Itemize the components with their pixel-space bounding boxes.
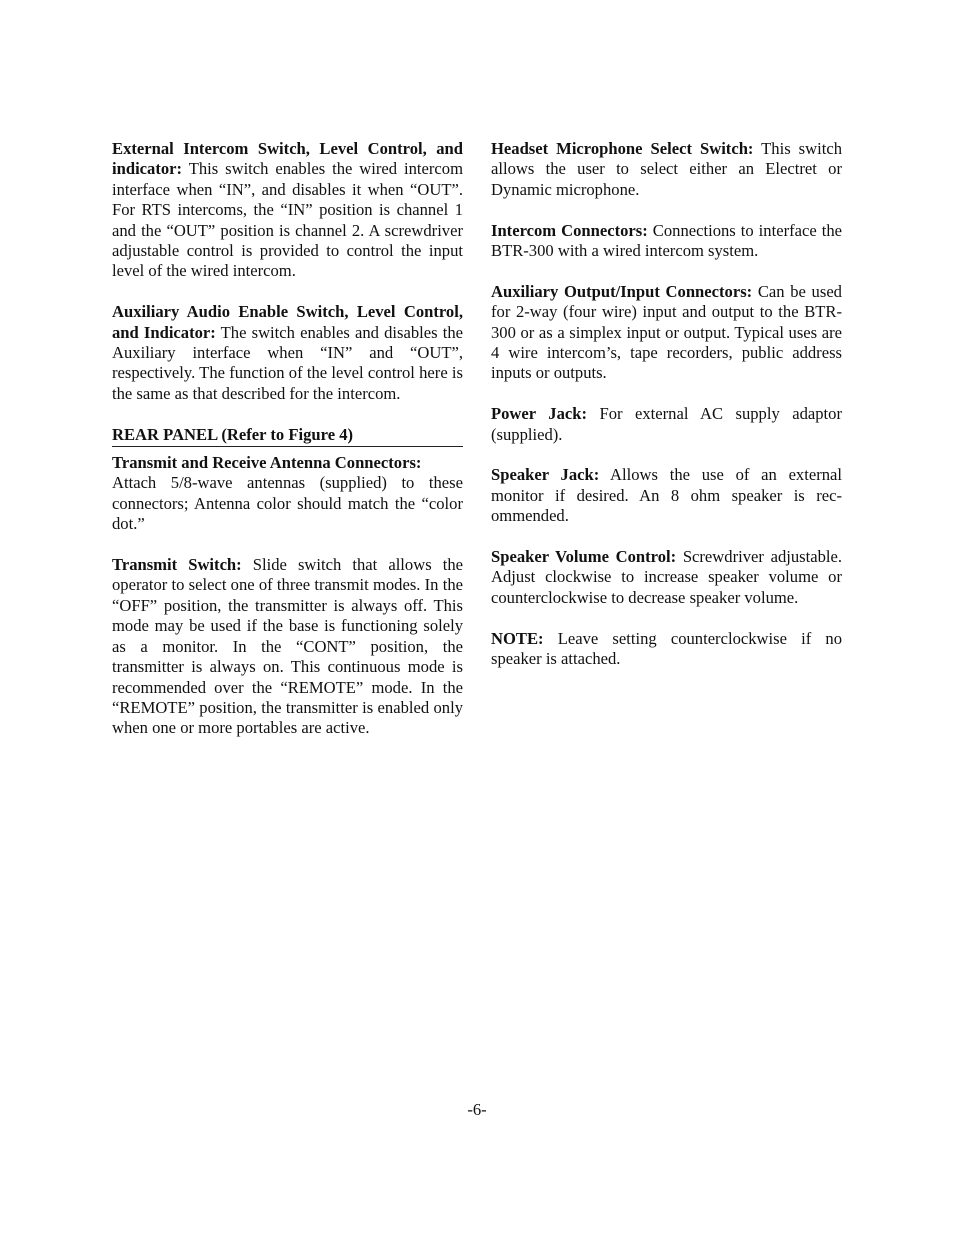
rear-panel-heading: REAR PANEL (Refer to Figure 4) (112, 425, 463, 447)
aux-connectors-paragraph (491, 282, 842, 384)
auxiliary-audio-title: Auxiliary Audio Enable Switch, Level Control, and Indicator: (112, 302, 463, 342)
left-column (112, 139, 463, 759)
speaker-volume-paragraph (491, 547, 842, 608)
external-intercom-paragraph (112, 139, 463, 282)
page-number: -6- (467, 1100, 487, 1119)
speaker-jack-paragraph (491, 465, 842, 526)
intercom-connectors-paragraph (491, 221, 842, 262)
aux-connectors-title: Auxiliary Output/Input Connectors: (491, 281, 753, 301)
speaker-jack-text: Allows the use of an external monitor if desired. An 8 ohm speaker is recommended. (491, 465, 842, 526)
auxiliary-audio-text: The switch enables and disables the Auxiliary interface when “IN” and “OUT”, respectively. The function of the level control here is the same as that described for the intercom. (112, 322, 463, 403)
note-text: Leave setting counterclockwise if no speaker is attached. (491, 628, 842, 669)
right-column (491, 139, 842, 690)
headset-mic-text: This switch allows the user to select either an Electret or Dynamic microphone. (491, 139, 842, 199)
speaker-volume-title: Speaker Volume Control: (491, 547, 677, 567)
speaker-volume-text: Screwdriver adjustable. Adjust clockwise to increase speaker volume or counterclockwise to decrease speaker volume. (491, 547, 842, 607)
intercom-connectors-text: Connections to interface the BTR-300 with a wired intercom system. (491, 220, 842, 261)
external-intercom-title: External Intercom Switch, Level Control, and indicator: (112, 139, 463, 179)
power-jack-paragraph (491, 404, 842, 445)
power-jack-title: Power Jack: (491, 404, 588, 424)
transmit-switch-title: Transmit Switch: (112, 555, 242, 575)
transmit-switch-paragraph (112, 555, 463, 739)
note-title: NOTE: (491, 628, 544, 648)
headset-mic-paragraph (491, 139, 842, 200)
intercom-connectors-title: Intercom Connectors: (491, 220, 648, 240)
aux-connectors-text: Can be used for 2-way (four wire) input and output to the BTR-300 or as a simplex input or output. Typical uses are 4 wire intercom’s, tape recorders, public address inputs or outputs. (491, 281, 842, 383)
transmit-switch-text: Slide switch that allows the operator to select one of three transmit modes. In the “OFF” position, the transmitter is always off. This mode may be used if the base is functioning solely as a monitor. In the “CONT” position, the transmitter is always on. This continuous mode is recommended over the “REMOTE” mode. In the “REMOTE” position, the transmitter is enabled only when one or more portables are active. (112, 555, 464, 738)
note-paragraph (491, 629, 842, 670)
antenna-connectors-title: Transmit and Receive Antenna Connectors: (112, 453, 422, 473)
antenna-connectors-text: Attach 5/8-wave antennas (supplied) to these connectors; Antenna color should match the “color dot.” (112, 473, 463, 534)
power-jack-text: For external AC supply adaptor (supplied). (491, 404, 842, 444)
auxiliary-audio-paragraph (112, 302, 463, 404)
headset-mic-title: Headset Microphone Select Switch: (491, 139, 754, 158)
external-intercom-text: This switch enables the wired intercom interface when “IN”, and disables it when “OUT”. For RTS intercoms, the “IN” position is channel 1 and the “OUT” position is channel 2. A screwdriver adjustable control is provided to control the input level of the wired intercom. (112, 159, 463, 281)
speaker-jack-title: Speaker Jack: (491, 465, 600, 485)
